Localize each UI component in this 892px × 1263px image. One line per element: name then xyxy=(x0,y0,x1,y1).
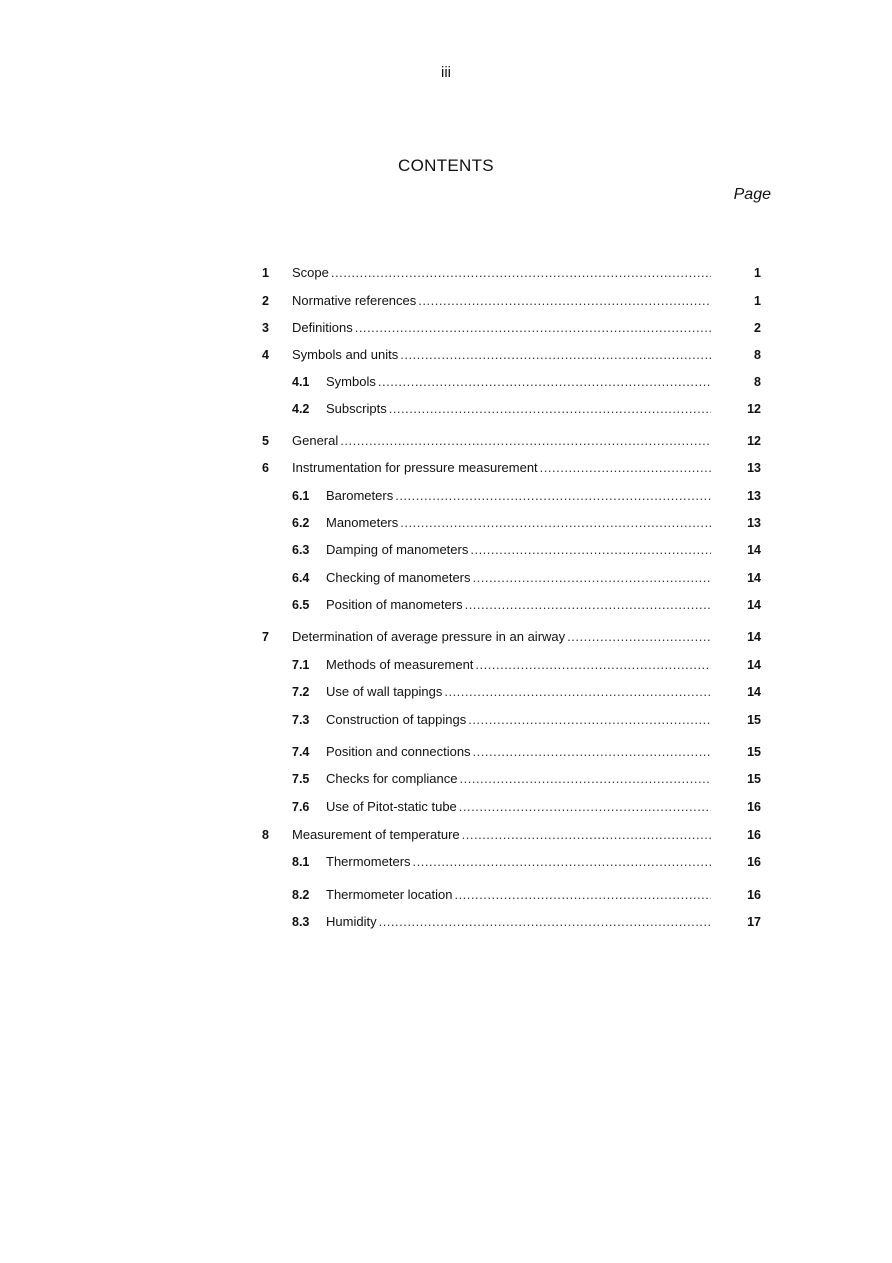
toc-entry-number: 7.3 xyxy=(292,713,310,727)
toc-entry-page: 12 xyxy=(747,434,761,448)
toc-entry-title: Checks for compliance xyxy=(326,771,458,786)
dot-leader xyxy=(413,852,711,872)
toc-subentry[interactable] xyxy=(0,742,892,762)
toc-entry-title: Position of manometers xyxy=(326,597,463,612)
toc-entry-page: 14 xyxy=(747,685,761,699)
page-number: iii xyxy=(441,64,451,81)
toc-entry-page: 14 xyxy=(747,571,761,585)
dot-leader xyxy=(340,431,711,451)
toc-subentry[interactable] xyxy=(0,372,892,392)
toc-entry-title: Thermometer location xyxy=(326,887,453,902)
dot-leader xyxy=(444,682,711,702)
toc-entry-number: 8 xyxy=(262,828,269,842)
toc-entry-title: Methods of measurement xyxy=(326,657,474,672)
toc-entry[interactable] xyxy=(0,263,892,283)
toc-entry-title: Symbols and units xyxy=(292,347,399,362)
toc-entry-number: 6.2 xyxy=(292,516,310,530)
toc-entry-title: Measurement of temperature xyxy=(292,827,460,842)
toc-entry-page: 16 xyxy=(747,888,761,902)
dot-leader xyxy=(473,568,711,588)
dot-leader xyxy=(378,372,711,392)
toc-entry-title: Instrumentation for pressure measurement xyxy=(292,460,538,475)
toc-entry-title: Subscripts xyxy=(326,401,387,416)
toc-subentry[interactable] xyxy=(0,513,892,533)
toc-entry[interactable] xyxy=(0,345,892,365)
toc-entry-page: 13 xyxy=(747,461,761,475)
dot-leader xyxy=(473,742,711,762)
dot-leader xyxy=(470,540,711,560)
dot-leader xyxy=(475,655,711,675)
toc-entry-page: 14 xyxy=(747,630,761,644)
dot-leader xyxy=(462,825,711,845)
toc-subentry[interactable] xyxy=(0,852,892,872)
toc-subentry[interactable] xyxy=(0,595,892,615)
toc-entry-number: 3 xyxy=(262,321,269,335)
dot-leader xyxy=(460,769,712,789)
toc-entry-page: 14 xyxy=(747,598,761,612)
toc-entry-number: 7.2 xyxy=(292,685,310,699)
toc-entry-page: 16 xyxy=(747,800,761,814)
toc-subentry[interactable] xyxy=(0,486,892,506)
toc-entry-page: 2 xyxy=(754,321,761,335)
toc-subentry[interactable] xyxy=(0,682,892,702)
dot-leader xyxy=(454,885,711,905)
toc-subentry[interactable] xyxy=(0,399,892,419)
toc-entry-number: 8.2 xyxy=(292,888,310,902)
toc-entry-title: Definitions xyxy=(292,320,353,335)
toc-subentry[interactable] xyxy=(0,655,892,675)
dot-leader xyxy=(418,291,711,311)
toc-entry-number: 5 xyxy=(262,434,269,448)
toc-entry-title: Symbols xyxy=(326,374,376,389)
toc-entry-page: 1 xyxy=(754,294,761,308)
toc-entry-page: 15 xyxy=(747,745,761,759)
dot-leader xyxy=(389,399,711,419)
toc-entry-title: Use of wall tappings xyxy=(326,684,443,699)
toc-entry-title: Construction of tappings xyxy=(326,712,467,727)
toc-entry-title: Use of Pitot-static tube xyxy=(326,799,457,814)
toc-entry-title: Determination of average pressure in an airway xyxy=(292,629,566,644)
toc-entry[interactable] xyxy=(0,318,892,338)
toc-entry-number: 2 xyxy=(262,294,269,308)
toc-entry-page: 8 xyxy=(754,375,761,389)
toc-entry-title: General xyxy=(292,433,339,448)
toc-entry-number: 6.5 xyxy=(292,598,310,612)
toc-entry-title: Thermometers xyxy=(326,854,411,869)
toc-entry-number: 4.2 xyxy=(292,402,310,416)
toc-entry[interactable] xyxy=(0,431,892,451)
toc-entry[interactable] xyxy=(0,458,892,478)
dot-leader xyxy=(355,318,711,338)
toc-entry-page: 1 xyxy=(754,266,761,280)
toc-entry-page: 14 xyxy=(747,543,761,557)
toc-subentry[interactable] xyxy=(0,540,892,560)
dot-leader xyxy=(400,345,711,365)
toc-entry-title: Damping of manometers xyxy=(326,542,469,557)
toc-subentry[interactable] xyxy=(0,710,892,730)
toc-entry-page: 15 xyxy=(747,772,761,786)
dot-leader xyxy=(379,912,711,932)
toc-entry-page: 16 xyxy=(747,855,761,869)
dot-leader xyxy=(395,486,711,506)
dot-leader xyxy=(567,627,711,647)
toc-entry[interactable] xyxy=(0,825,892,845)
toc-subentry[interactable] xyxy=(0,912,892,932)
contents-title: CONTENTS xyxy=(398,156,494,175)
toc-entry-number: 7.1 xyxy=(292,658,310,672)
dot-leader xyxy=(468,710,711,730)
toc-entry-title: Manometers xyxy=(326,515,399,530)
toc-entry-number: 6.3 xyxy=(292,543,310,557)
toc-subentry[interactable] xyxy=(0,769,892,789)
toc-entry-number: 8.1 xyxy=(292,855,310,869)
toc-entry-page: 13 xyxy=(747,516,761,530)
toc-entry-number: 7.6 xyxy=(292,800,310,814)
toc-entry-page: 13 xyxy=(747,489,761,503)
toc-entry-number: 6 xyxy=(262,461,269,475)
toc-entry-page: 14 xyxy=(747,658,761,672)
toc-subentry[interactable] xyxy=(0,797,892,817)
toc-entry-number: 6.1 xyxy=(292,489,310,503)
toc-entry-title: Normative references xyxy=(292,293,417,308)
toc-entry-number: 6.4 xyxy=(292,571,310,585)
dot-leader xyxy=(459,797,711,817)
toc-entry-number: 1 xyxy=(262,266,269,280)
toc-entry-page: 17 xyxy=(747,915,761,929)
toc-entry-page: 15 xyxy=(747,713,761,727)
toc-entry[interactable] xyxy=(0,291,892,311)
toc-subentry[interactable] xyxy=(0,885,892,905)
toc-subentry[interactable] xyxy=(0,568,892,588)
toc-entry[interactable] xyxy=(0,627,892,647)
toc-entry-page: 8 xyxy=(754,348,761,362)
toc-entry-title: Barometers xyxy=(326,488,394,503)
dot-leader xyxy=(331,263,711,283)
toc-entry-number: 7.4 xyxy=(292,745,310,759)
dot-leader xyxy=(540,458,711,478)
toc-entry-title: Humidity xyxy=(326,914,377,929)
toc-entry-title: Scope xyxy=(292,265,329,280)
toc-entry-number: 4 xyxy=(262,348,269,362)
toc-entry-number: 7.5 xyxy=(292,772,310,786)
toc-entry-title: Position and connections xyxy=(326,744,471,759)
toc-entry-number: 4.1 xyxy=(292,375,310,389)
toc-entry-page: 16 xyxy=(747,828,761,842)
dot-leader xyxy=(465,595,711,615)
toc-entry-title: Checking of manometers xyxy=(326,570,471,585)
page-column-heading: Page xyxy=(733,186,771,203)
dot-leader xyxy=(400,513,711,533)
toc-entry-page: 12 xyxy=(747,402,761,416)
toc-entry-number: 8.3 xyxy=(292,915,310,929)
toc-entry-number: 7 xyxy=(262,630,269,644)
